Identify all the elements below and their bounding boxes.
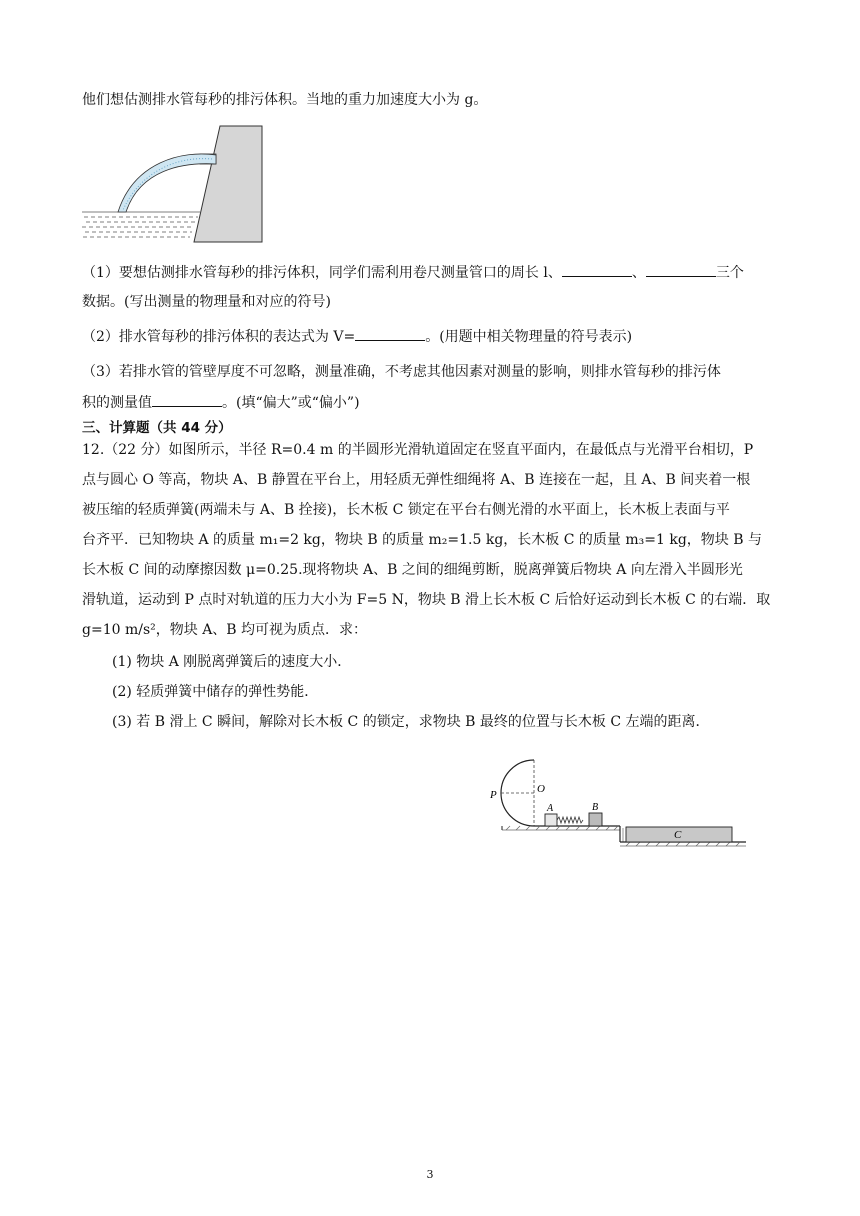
p12-line4: 台齐平．已知物块 A 的质量 m₁=2 kg，物块 B 的质量 m₂=1.5 kg，长木板 C 的质量 m₃=1 kg，物块 B 与 (82, 532, 762, 548)
q3-text-c: 。(填“偏大”或“偏小”) (222, 395, 360, 411)
p12-line5: 长木板 C 间的动摩擦因数 μ=0.25.现将物块 A、B 之间的细绳剪断，脱离弹簧后物块 A 向左滑入半圆形光 (82, 562, 743, 578)
q1-line2: 数据。(写出测量的物理量和对应的符号) (82, 294, 331, 310)
spring (557, 817, 583, 823)
label-b: B (592, 802, 599, 813)
block-b (589, 813, 602, 826)
q2-blank[interactable] (355, 326, 425, 341)
q2-text-b: 。(用题中相关物理量的符号表示) (425, 329, 633, 345)
q1-sep: 、 (631, 265, 646, 281)
water-jet (118, 154, 216, 212)
q3-blank[interactable] (152, 392, 222, 407)
q1-text-a: （1）要想估测排水管每秒的排污体积，同学们需利用卷尺测量管口的周长 l、 (82, 265, 562, 281)
drain-pipe-figure (82, 124, 264, 244)
q2-text-a: （2）排水管每秒的排污体积的表达式为 V= (82, 329, 356, 345)
q3-line2 (82, 392, 360, 413)
page-number: 3 (426, 1168, 434, 1181)
q1-text-b: 三个 (715, 265, 744, 281)
track-figure (488, 756, 750, 852)
p12-line7: g=10 m/s²，物块 A、B 均可视为质点．求： (82, 622, 368, 638)
q3-line1: （3）若排水管的管壁厚度不可忽略，测量准确，不考虑其他因素对测量的影响，则排水管每秒的排污体 (82, 364, 721, 380)
p12-subq2: (2) 轻质弹簧中储存的弹性势能． (112, 684, 319, 700)
water-surface (82, 212, 200, 237)
q1-line1 (82, 262, 744, 283)
p12-line1: 12.（22 分）如图所示，半径 R=0.4 m 的半圆形光滑轨道固定在竖直平面内，在最低点与光滑平台相切，P (82, 442, 754, 458)
q1-blank-1[interactable] (562, 262, 632, 277)
q1-blank-2[interactable] (646, 262, 716, 277)
section-title: 三、计算题（共 44 分） (82, 420, 232, 436)
p12-subq3: (3) 若 B 滑上 C 瞬间，解除对长木板 C 的锁定，求物块 B 最终的位置与长木板 C 左端的距离． (112, 714, 710, 730)
p12-line3: 被压缩的轻质弹簧(两端未与 A、B 拴接)，长木板 C 锁定在平台右侧光滑的水平面上，长木板上表面与平 (82, 502, 730, 518)
p12-line2: 点与圆心 O 等高，物块 A、B 静置在平台上，用轻质无弹性细绳将 A、B 连接在一起，且 A、B 间夹着一根 (82, 472, 751, 488)
q3-text-b: 积的测量值 (82, 395, 152, 411)
label-o: O (537, 783, 545, 795)
dam-wall (194, 126, 262, 242)
intro-text: 他们想估测排水管每秒的排污体积。当地的重力加速度大小为 g。 (82, 92, 488, 108)
label-a: A (547, 803, 554, 814)
label-p: P (490, 789, 497, 801)
q2-line (82, 326, 632, 347)
block-a (545, 814, 557, 826)
p12-line6: 滑轨道，运动到 P 点时对轨道的压力大小为 F=5 N，物块 B 滑上长木板 C 后恰好运动到长木板 C 的右端．取 (82, 592, 771, 608)
p12-subq1: (1) 物块 A 刚脱离弹簧后的速度大小． (112, 654, 352, 670)
label-c: C (674, 829, 682, 841)
